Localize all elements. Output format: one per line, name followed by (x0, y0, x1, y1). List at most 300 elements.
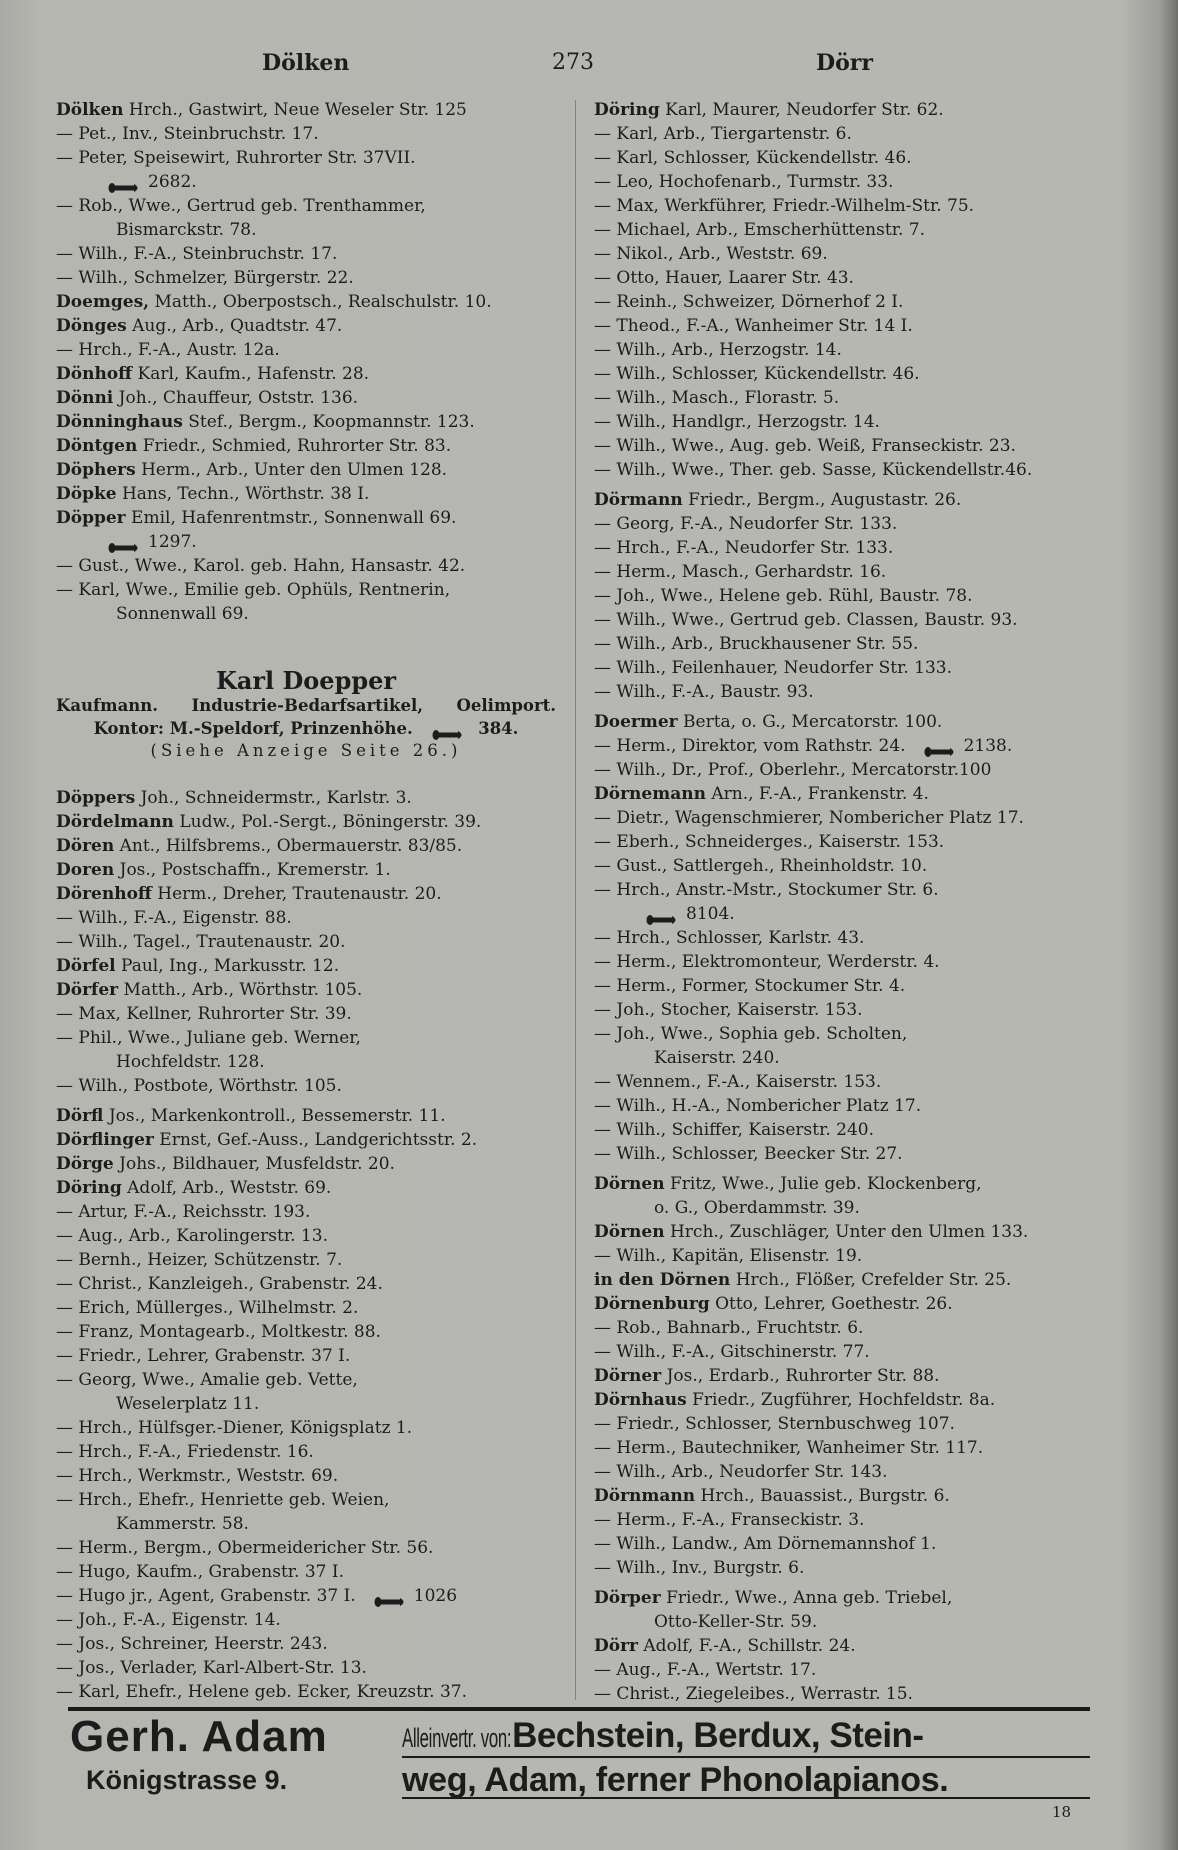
entry-details: — Wilh., F.-A., Baustr. 93. (594, 682, 814, 702)
directory-entry (594, 218, 1032, 242)
entry-details: — Erich, Müllerges., Wilhelmstr. 2. (56, 1298, 359, 1318)
directory-entry (56, 1344, 481, 1368)
entry-details: — Wilh., Wwe., Ther. geb. Sasse, Kückendellstr.46. (594, 460, 1033, 480)
directory-entry (594, 170, 1032, 194)
directory-entry (56, 954, 481, 978)
entry-details: — Reinh., Schweizer, Dörnerhof 2 I. (594, 292, 904, 312)
telephone-number: 2138. (963, 736, 1013, 756)
entry-surname: Dörfel (56, 956, 116, 976)
telephone-number: 1297. (148, 532, 197, 552)
directory-entry (56, 786, 481, 810)
running-head-left: Dölken (262, 50, 350, 76)
entry-details: — Hrch., Werkmstr., Weststr. 69. (56, 1466, 339, 1486)
directory-entry (594, 1316, 1032, 1340)
entry-details: — Wilh., F.-A., Gitschinerstr. 77. (594, 1342, 870, 1362)
entry-details: Arn., F.-A., Frankenstr. 4. (711, 784, 929, 804)
entry-details: — Wilh., Arb., Neudorfer Str. 143. (594, 1462, 888, 1482)
entry-details: Friedr., Zugführer, Hochfeldstr. 8a. (692, 1390, 996, 1410)
directory-entry (56, 122, 492, 146)
directory-entry (56, 362, 492, 386)
entry-details: — Wennem., F.-A., Kaiserstr. 153. (594, 1072, 882, 1092)
entry-details: — Wilh., Arb., Bruckhausener Str. 55. (594, 634, 919, 654)
entry-details: Hrch., Zuschläger, Unter den Ulmen 133. (669, 1222, 1029, 1242)
entry-surname: Dörnenburg (594, 1294, 710, 1314)
directory-entry (594, 362, 1032, 386)
entry-details: Friedr., Schmied, Ruhrorter Str. 83. (142, 436, 452, 456)
entry-details: — Pet., Inv., Steinbruchstr. 17. (56, 124, 319, 144)
entry-details: Otto, Lehrer, Goethestr. 26. (715, 1294, 953, 1314)
entry-details: Friedr., Bergm., Augustastr. 26. (688, 490, 962, 510)
advert-doepper-reference: (Siehe Anzeige Seite 26.) (150, 741, 462, 760)
directory-entry (56, 146, 492, 170)
directory-entry (56, 1152, 481, 1176)
directory-entry (594, 1460, 1032, 1484)
directory-entry (594, 782, 1032, 806)
directory-entry (56, 554, 492, 578)
directory-entry (594, 1022, 1032, 1046)
directory-entry (594, 1094, 1032, 1118)
directory-entry (594, 488, 1032, 512)
advert-doepper-office (56, 717, 556, 741)
entry-surname: Dölken (56, 100, 124, 120)
entry-continuation: Kammerstr. 58. (116, 1514, 249, 1534)
directory-entry (594, 290, 1032, 314)
directory-entry (56, 1464, 481, 1488)
telephone-number: 1026 (413, 1586, 458, 1606)
entry-details: — Gust., Sattlergeh., Rheinholdstr. 10. (594, 856, 928, 876)
directory-entry (56, 1002, 481, 1026)
entry-details: — Wilh., Handlgr., Herzogstr. 14. (594, 412, 880, 432)
entry-details: — Michael, Arb., Emscherhüttenstr. 7. (594, 220, 925, 240)
directory-entry (56, 1248, 481, 1272)
entry-details: — Eberh., Schneiderges., Kaiserstr. 153. (594, 832, 945, 852)
entry-details: Ant., Hilfsbrems., Obermauerstr. 83/85. (119, 836, 463, 856)
directory-entry (56, 1320, 481, 1344)
directory-entry (594, 1484, 1032, 1508)
directory-entry (594, 1292, 1032, 1316)
directory-entry (594, 146, 1032, 170)
entry-details: — Hrch., F.-A., Austr. 12a. (56, 340, 280, 360)
directory-entry (56, 242, 492, 266)
directory-entry (594, 1268, 1032, 1292)
directory-entry (56, 810, 481, 834)
directory-entry (594, 458, 1032, 482)
entry-details: — Wilh., Schlosser, Kückendellstr. 46. (594, 364, 920, 384)
entry-surname: Dönninghaus (56, 412, 183, 432)
directory-entry (594, 1508, 1032, 1532)
entry-details: Joh., Chauffeur, Oststr. 136. (118, 388, 359, 408)
entry-details: — Nikol., Arb., Weststr. 69. (594, 244, 828, 264)
entry-details: — Karl, Ehefr., Helene geb. Ecker, Kreuzstr. 37. (56, 1682, 468, 1702)
telephone-icon (374, 1591, 408, 1603)
directory-entry (594, 680, 1032, 704)
entry-surname: Doemges, (56, 292, 150, 312)
entry-details: Karl, Kaufm., Hafenstr. 28. (137, 364, 370, 384)
entry-telephone (594, 902, 1032, 926)
entry-details: — Georg, Wwe., Amalie geb. Vette, (56, 1370, 358, 1390)
entry-surname: Döpke (56, 484, 117, 504)
directory-entry (56, 314, 492, 338)
entry-surname: Doren (56, 860, 115, 880)
entry-details: — Wilh., H.-A., Nombericher Platz 17. (594, 1096, 922, 1116)
directory-entry (56, 1200, 481, 1224)
directory-entry (56, 1074, 481, 1098)
entry-details: — Phil., Wwe., Juliane geb. Werner, (56, 1028, 361, 1048)
entry-details: — Jos., Verlader, Karl-Albert-Str. 13. (56, 1658, 367, 1678)
entry-details: — Joh., Stocher, Kaiserstr. 153. (594, 1000, 863, 1020)
telephone-icon (108, 537, 142, 549)
directory-entry (594, 266, 1032, 290)
directory-entry (56, 1296, 481, 1320)
directory-entry (56, 1680, 481, 1704)
directory-entry (56, 1560, 481, 1584)
directory-entry (56, 338, 492, 362)
directory-entry (56, 266, 492, 290)
entry-details: — Friedr., Schlosser, Sternbuschweg 107. (594, 1414, 955, 1434)
entry-details: Herm., Dreher, Trautenaustr. 20. (157, 884, 442, 904)
entry-details: Hans, Techn., Wörthstr. 38 I. (121, 484, 370, 504)
entry-surname: Dörnhaus (594, 1390, 687, 1410)
directory-entry (594, 1220, 1032, 1244)
directory-entry (56, 858, 481, 882)
entry-details: Aug., Arb., Quadtstr. 47. (132, 316, 343, 336)
entry-details: — Herm., Bautechniker, Wanheimer Str. 117. (594, 1438, 984, 1458)
entry-details: — Friedr., Lehrer, Grabenstr. 37 I. (56, 1346, 351, 1366)
entry-details: — Artur, F.-A., Reichsstr. 193. (56, 1202, 311, 1222)
entry-details: — Wilh., Tagel., Trautenaustr. 20. (56, 932, 346, 952)
entry-details: — Jos., Schreiner, Heerstr. 243. (56, 1634, 328, 1654)
entry-details: — Hrch., Schlosser, Karlstr. 43. (594, 928, 865, 948)
directory-entry (56, 194, 492, 218)
entry-details: Jos., Markenkontroll., Bessemerstr. 11. (108, 1106, 446, 1126)
entry-details: — Hrch., Anstr.-Mstr., Stockumer Str. 6. (594, 880, 939, 900)
advert-doepper-title: Karl Doepper (215, 666, 397, 695)
directory-entry (594, 656, 1032, 680)
advert-brands-line-1 (402, 1718, 1090, 1758)
entry-details: Fritz, Wwe., Julie geb. Klockenberg, (669, 1174, 982, 1194)
entry-telephone (924, 736, 1013, 756)
directory-entry (594, 974, 1032, 998)
running-head-right: Dörr (816, 50, 873, 76)
entry-details: — Aug., Arb., Karolingerstr. 13. (56, 1226, 328, 1246)
advert-doepper-address: Kontor: M.-Speldorf, Prinzenhöhe. (93, 719, 413, 738)
entry-details: — Christ., Ziegeleibes., Werrastr. 15. (594, 1684, 913, 1704)
entry-details: Berta, o. G., Mercatorstr. 100. (683, 712, 943, 732)
entry-details: — Wilh., Wwe., Aug. geb. Weiß, Franseckistr. 23. (594, 436, 1016, 456)
directory-entry (56, 834, 481, 858)
entry-details: Adolf, Arb., Weststr. 69. (127, 1178, 332, 1198)
directory-entry (594, 950, 1032, 974)
entry-surname: Dörenhoff (56, 884, 152, 904)
entry-surname: Dörflinger (56, 1130, 154, 1150)
directory-entry (594, 1172, 1032, 1196)
entry-continuation: o. G., Oberdammstr. 39. (654, 1198, 860, 1218)
advert-agency-label: Alleinvertr. von: (402, 1723, 512, 1753)
entry-telephone (56, 530, 492, 554)
advert-doepper-phone: 384. (478, 719, 519, 738)
column-divider (575, 100, 576, 1700)
entry-details: — Herm., Bergm., Obermeidericher Str. 56. (56, 1538, 434, 1558)
entry-details: — Max, Kellner, Ruhrorter Str. 39. (56, 1004, 352, 1024)
directory-entry (594, 710, 1032, 734)
directory-entry (56, 458, 492, 482)
directory-entry (56, 434, 492, 458)
directory-entry (56, 1440, 481, 1464)
entry-details: — Dietr., Wagenschmierer, Nombericher Platz 17. (594, 808, 1024, 828)
entry-details: Matth., Arb., Wörthstr. 105. (123, 980, 363, 1000)
entry-surname: Doermer (594, 712, 678, 732)
directory-entry (594, 734, 1032, 758)
entry-details: — Wilh., F.-A., Steinbruchstr. 17. (56, 244, 338, 264)
directory-entry (594, 878, 1032, 902)
directory-entry (594, 536, 1032, 560)
entry-details: Hrch., Flößer, Crefelder Str. 25. (735, 1270, 1012, 1290)
entry-surname: Dörnemann (594, 784, 706, 804)
advert-company-address: Königstrasse 9. (86, 1765, 288, 1795)
directory-entry (56, 930, 481, 954)
entry-details: Stef., Bergm., Koopmannstr. 123. (188, 412, 475, 432)
directory-entry (594, 632, 1032, 656)
directory-entry (56, 410, 492, 434)
directory-entry (594, 194, 1032, 218)
entry-continuation: Otto-Keller-Str. 59. (654, 1612, 818, 1632)
entry-details: — Hrch., Ehefr., Henriette geb. Weien, (56, 1490, 390, 1510)
directory-entry (594, 122, 1032, 146)
advert-top-rule (68, 1707, 1090, 1711)
directory-entry (56, 906, 481, 930)
entry-details: — Bernh., Heizer, Schützenstr. 7. (56, 1250, 343, 1270)
entry-surname: Döphers (56, 460, 136, 480)
entry-surname: Dörper (594, 1588, 661, 1608)
entry-details: — Joh., Wwe., Sophia geb. Scholten, (594, 1024, 908, 1044)
entry-details: — Wilh., Inv., Burgstr. 6. (594, 1558, 805, 1578)
entry-details: Jos., Postschaffn., Kremerstr. 1. (119, 860, 391, 880)
entry-surname: Döntgen (56, 436, 138, 456)
entry-details: — Theod., F.-A., Wanheimer Str. 14 I. (594, 316, 913, 336)
entry-continuation: Bismarckstr. 78. (116, 220, 257, 240)
entry-details: Paul, Ing., Markusstr. 12. (121, 956, 340, 976)
entry-details: — Hrch., F.-A., Neudorfer Str. 133. (594, 538, 894, 558)
entry-details: — Hrch., F.-A., Friedenstr. 16. (56, 1442, 314, 1462)
directory-entry (594, 98, 1032, 122)
directory-entry (594, 1532, 1032, 1556)
directory-entry (56, 1608, 481, 1632)
directory-entry (594, 1118, 1032, 1142)
directory-entry (594, 1244, 1032, 1268)
telephone-number: 8104. (686, 904, 735, 924)
entry-details: — Max, Werkführer, Friedr.-Wilhelm-Str. 75. (594, 196, 975, 216)
entry-surname: Dörnmann (594, 1486, 696, 1506)
entry-details: — Hugo, Kaufm., Grabenstr. 37 I. (56, 1562, 345, 1582)
directory-entry (56, 578, 492, 602)
entry-details: Herm., Arb., Unter den Ulmen 128. (141, 460, 448, 480)
entry-details: Hrch., Gastwirt, Neue Weseler Str. 125 (128, 100, 467, 120)
entry-details: — Otto, Hauer, Laarer Str. 43. (594, 268, 854, 288)
directory-entry (594, 1658, 1032, 1682)
entry-details: — Herm., Direktor, vom Rathstr. 24. (594, 736, 906, 756)
telephone-icon (924, 741, 958, 753)
advert-brands-text-1: Bechstein, Berdux, Stein- (512, 1716, 924, 1755)
entry-surname: Döppers (56, 788, 136, 808)
entry-details: — Karl, Wwe., Emilie geb. Ophüls, Rentnerin, (56, 580, 451, 600)
entry-details: — Christ., Kanzleigeh., Grabenstr. 24. (56, 1274, 383, 1294)
entry-details: Matth., Oberpostsch., Realschulstr. 10. (154, 292, 492, 312)
entry-surname: in den Dörnen (594, 1270, 731, 1290)
directory-entry (594, 512, 1032, 536)
directory-entry (56, 1368, 481, 1392)
entry-details: — Georg, F.-A., Neudorfer Str. 133. (594, 514, 898, 534)
entry-continuation: Kaiserstr. 240. (654, 1048, 780, 1068)
directory-entry (56, 1224, 481, 1248)
entry-details: — Karl, Arb., Tiergartenstr. 6. (594, 124, 852, 144)
entry-surname: Dörfl (56, 1106, 104, 1126)
directory-entry (56, 506, 492, 530)
entry-details: Karl, Maurer, Neudorfer Str. 62. (665, 100, 944, 120)
directory-entry (56, 1026, 481, 1050)
directory-entry (56, 882, 481, 906)
right-column (594, 98, 1032, 1706)
directory-entry (56, 1656, 481, 1680)
entry-details: — Wilh., Feilenhauer, Neudorfer Str. 133. (594, 658, 952, 678)
directory-entry (56, 1488, 481, 1512)
entry-surname: Dörnen (594, 1174, 665, 1194)
entry-surname: Dörfer (56, 980, 119, 1000)
entry-details: — Karl, Schlosser, Kückendellstr. 46. (594, 148, 912, 168)
entry-surname: Dönhoff (56, 364, 133, 384)
entry-details: — Herm., Former, Stockumer Str. 4. (594, 976, 906, 996)
entry-continuation: Sonnenwall 69. (116, 604, 249, 624)
directory-entry (56, 1272, 481, 1296)
directory-entry (56, 1128, 481, 1152)
entry-details: — Franz, Montagearb., Moltkestr. 88. (56, 1322, 381, 1342)
entry-details: — Herm., Masch., Gerhardstr. 16. (594, 562, 887, 582)
telephone-icon (432, 724, 466, 736)
directory-entry (56, 1632, 481, 1656)
entry-details: Ludw., Pol.-Sergt., Böningerstr. 39. (179, 812, 482, 832)
entry-surname: Dörner (594, 1366, 662, 1386)
directory-entry (594, 854, 1032, 878)
left-column-bottom (56, 786, 481, 1704)
entry-details: Jos., Erdarb., Ruhrorter Str. 88. (666, 1366, 940, 1386)
entry-details: — Hugo jr., Agent, Grabenstr. 37 I. (56, 1586, 356, 1606)
directory-entry (56, 482, 492, 506)
directory-entry (594, 386, 1032, 410)
telephone-number: 2682. (148, 172, 197, 192)
advert-company-name: Gerh. Adam (70, 1712, 328, 1761)
entry-details: — Wilh., F.-A., Eigenstr. 88. (56, 908, 292, 928)
entry-details: — Wilh., Wwe., Gertrud geb. Classen, Baustr. 93. (594, 610, 1018, 630)
entry-details: Joh., Schneidermstr., Karlstr. 3. (140, 788, 412, 808)
entry-details: — Joh., F.-A., Eigenstr. 14. (56, 1610, 281, 1630)
directory-entry (56, 1584, 481, 1608)
directory-entry (594, 926, 1032, 950)
entry-details: Johs., Bildhauer, Musfeldstr. 20. (119, 1154, 395, 1174)
directory-entry (56, 290, 492, 314)
telephone-icon (646, 909, 680, 921)
entry-surname: Dönni (56, 388, 114, 408)
entry-continuation: Weselerplatz 11. (116, 1394, 260, 1414)
directory-entry (594, 242, 1032, 266)
directory-entry (594, 1586, 1032, 1610)
entry-details: — Gust., Wwe., Karol. geb. Hahn, Hansastr. 42. (56, 556, 466, 576)
directory-entry (56, 386, 492, 410)
directory-entry (594, 584, 1032, 608)
entry-details: — Peter, Speisewirt, Ruhrorter Str. 37VII. (56, 148, 416, 168)
entry-details: — Herm., F.-A., Franseckistr. 3. (594, 1510, 865, 1530)
directory-entry (594, 1070, 1032, 1094)
entry-details: — Wilh., Postbote, Wörthstr. 105. (56, 1076, 342, 1096)
entry-details: — Joh., Wwe., Helene geb. Rühl, Baustr. 78. (594, 586, 973, 606)
entry-details: — Leo, Hochofenarb., Turmstr. 33. (594, 172, 894, 192)
entry-details: — Wilh., Dr., Prof., Oberlehr., Mercatorstr.100 (594, 760, 992, 780)
advert-brands-line-2: weg, Adam, ferner Phonolapianos. (402, 1763, 1090, 1799)
directory-entry (594, 1340, 1032, 1364)
directory-entry (56, 978, 481, 1002)
directory-entry (594, 608, 1032, 632)
entry-surname: Döring (56, 1178, 122, 1198)
entry-surname: Dörmann (594, 490, 683, 510)
directory-entry (594, 1412, 1032, 1436)
directory-entry (594, 1634, 1032, 1658)
entry-continuation: Hochfeldstr. 128. (116, 1052, 265, 1072)
directory-entry (594, 434, 1032, 458)
directory-entry (594, 1436, 1032, 1460)
directory-entry (594, 560, 1032, 584)
entry-details: — Wilh., Masch., Florastr. 5. (594, 388, 840, 408)
directory-entry (56, 98, 492, 122)
entry-details: Friedr., Wwe., Anna geb. Triebel, (666, 1588, 953, 1608)
directory-entry (594, 1556, 1032, 1580)
advert-doepper-business: Kaufmann. Industrie-Bedarfsartikel, Oelimport. (56, 696, 556, 715)
directory-entry (594, 806, 1032, 830)
entry-surname: Dönges (56, 316, 127, 336)
entry-details: — Rob., Wwe., Gertrud geb. Trenthammer, (56, 196, 426, 216)
entry-details: — Wilh., Kapitän, Elisenstr. 19. (594, 1246, 863, 1266)
entry-surname: Dördelmann (56, 812, 174, 832)
directory-entry (594, 338, 1032, 362)
entry-surname: Dören (56, 836, 115, 856)
entry-details: — Wilh., Schmelzer, Bürgerstr. 22. (56, 268, 354, 288)
telephone-icon (108, 177, 142, 189)
directory-entry (56, 1536, 481, 1560)
entry-surname: Döring (594, 100, 660, 120)
left-column-top (56, 98, 492, 626)
directory-entry (56, 1176, 481, 1200)
entry-details: Ernst, Gef.-Auss., Landgerichtsstr. 2. (159, 1130, 478, 1150)
entry-details: Adolf, F.-A., Schillstr. 24. (643, 1636, 856, 1656)
directory-entry (56, 1104, 481, 1128)
entry-details: — Wilh., Landw., Am Dörnemannshof 1. (594, 1534, 937, 1554)
entry-details: — Wilh., Schlosser, Beecker Str. 27. (594, 1144, 903, 1164)
entry-surname: Döpper (56, 508, 126, 528)
entry-surname: Dörnen (594, 1222, 665, 1242)
entry-details: — Wilh., Arb., Herzogstr. 14. (594, 340, 842, 360)
entry-details: — Rob., Bahnarb., Fruchtstr. 6. (594, 1318, 864, 1338)
entry-details: — Aug., F.-A., Wertstr. 17. (594, 1660, 817, 1680)
directory-entry (594, 314, 1032, 338)
entry-surname: Dörge (56, 1154, 114, 1174)
directory-entry (594, 758, 1032, 782)
entry-details: — Hrch., Hülfsger.-Diener, Königsplatz 1. (56, 1418, 413, 1438)
entry-telephone (56, 170, 492, 194)
directory-entry (594, 1142, 1032, 1166)
directory-entry (594, 998, 1032, 1022)
entry-surname: Dörr (594, 1636, 638, 1656)
directory-entry (594, 410, 1032, 434)
directory-entry (594, 1388, 1032, 1412)
entry-details: — Herm., Elektromonteur, Werderstr. 4. (594, 952, 940, 972)
entry-telephone (374, 1586, 457, 1606)
